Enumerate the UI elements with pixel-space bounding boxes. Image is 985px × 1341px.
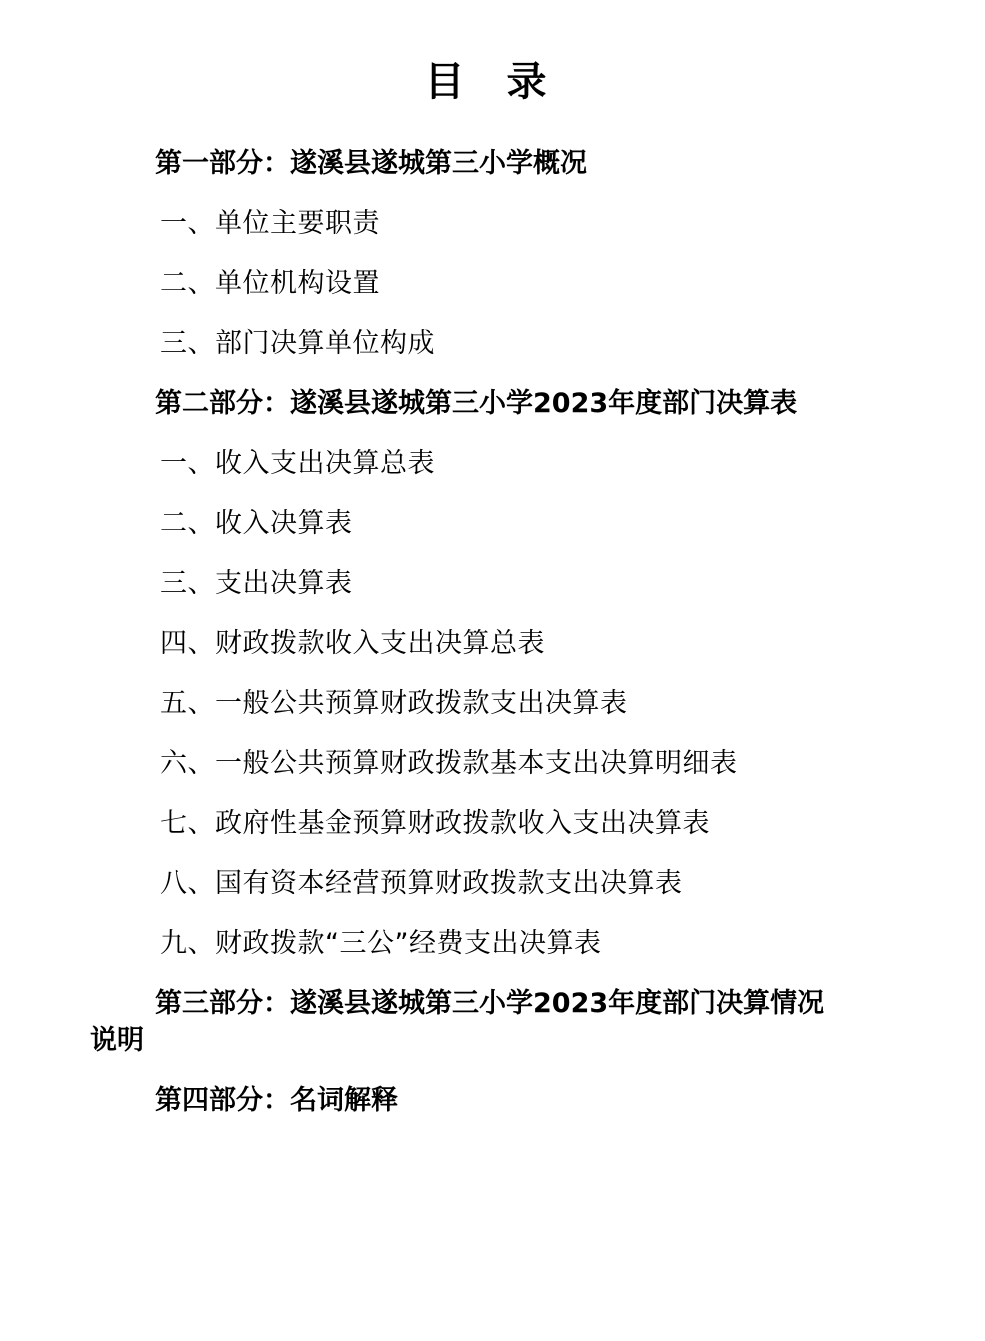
toc-entry-part1-item-1[interactable]: 一、单位主要职责 bbox=[160, 208, 380, 239]
table-of-contents bbox=[0, 150, 985, 1114]
toc-entry-part2-item-4[interactable]: 四、财政拨款收入支出决算总表 bbox=[160, 628, 545, 659]
toc-entry-part2-item-9[interactable]: 九、财政拨款“三公”经费支出决算表 bbox=[160, 928, 602, 959]
toc-entry-part-2[interactable]: 第二部分：遂溪县遂城第三小学2023年度部门决算表 bbox=[155, 388, 798, 419]
toc-entry-part-1[interactable]: 第一部分：遂溪县遂城第三小学概况 bbox=[155, 148, 587, 179]
page-title: 目 录 bbox=[424, 59, 561, 105]
toc-entry-part-3-line2: 说明 bbox=[90, 1025, 144, 1056]
document-page bbox=[0, 58, 985, 1341]
toc-entry-part-3[interactable] bbox=[0, 990, 925, 1054]
toc-entry-part2-item-5[interactable]: 五、一般公共预算财政拨款支出决算表 bbox=[160, 688, 628, 719]
toc-entry-part-4[interactable]: 第四部分：名词解释 bbox=[155, 1085, 398, 1116]
toc-entry-part2-item-6[interactable]: 六、一般公共预算财政拨款基本支出决算明细表 bbox=[160, 748, 738, 779]
toc-entry-part2-item-3[interactable]: 三、支出决算表 bbox=[160, 568, 353, 599]
toc-entry-part-3-line1: 第三部分：遂溪县遂城第三小学2023年度部门决算情况 bbox=[155, 988, 825, 1019]
toc-entry-part2-item-1[interactable]: 一、收入支出决算总表 bbox=[160, 448, 435, 479]
toc-entry-part1-item-3[interactable]: 三、部门决算单位构成 bbox=[160, 328, 435, 359]
toc-entry-part2-item-7[interactable]: 七、政府性基金预算财政拨款收入支出决算表 bbox=[160, 808, 710, 839]
toc-entry-part2-item-2[interactable]: 二、收入决算表 bbox=[160, 508, 353, 539]
toc-entry-part1-item-2[interactable]: 二、单位机构设置 bbox=[160, 268, 380, 299]
toc-entry-part2-item-8[interactable]: 八、国有资本经营预算财政拨款支出决算表 bbox=[160, 868, 683, 899]
